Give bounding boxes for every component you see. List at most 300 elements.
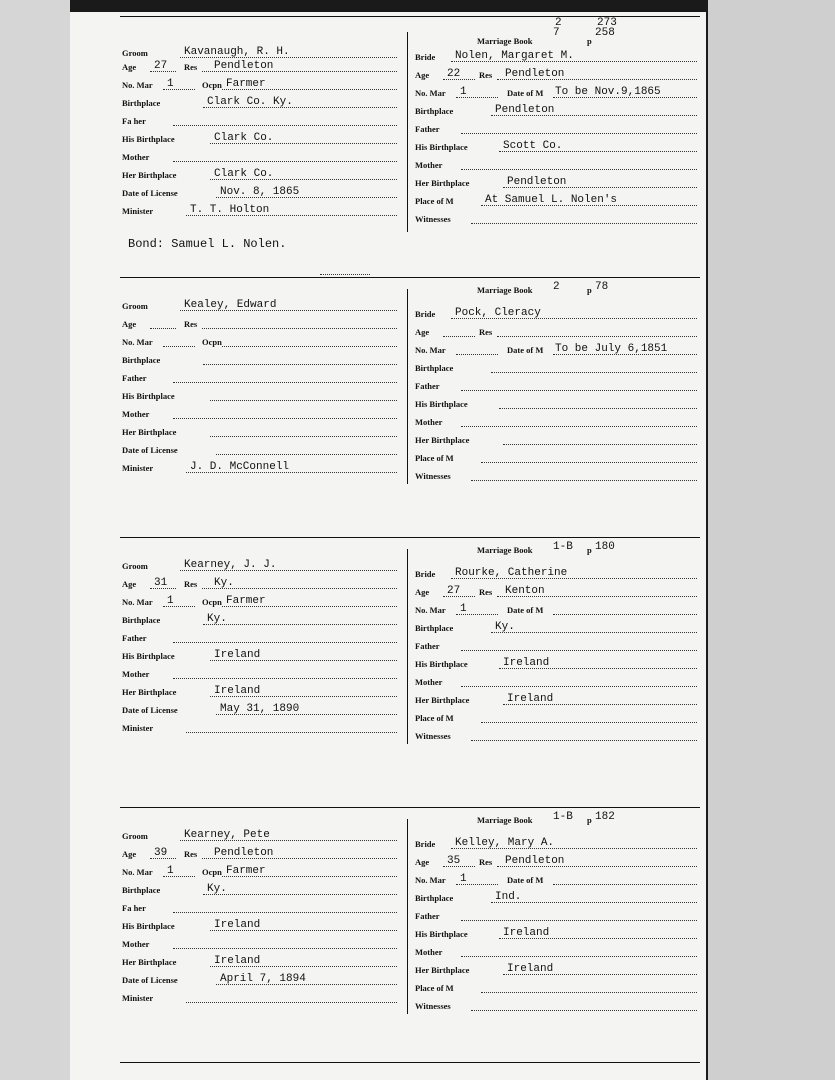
field-row-groom — [122, 297, 452, 313]
ocpn-label: Ocpn — [202, 80, 222, 90]
field-row-groom — [122, 827, 452, 843]
field-row-father — [415, 120, 700, 136]
groom-label: Groom — [122, 831, 148, 841]
father-label: Father — [122, 373, 147, 383]
place-label: Place of M — [415, 983, 454, 993]
date-license-label: Date of License — [122, 188, 178, 198]
field-row-no-mar — [122, 333, 452, 349]
age-value: 39 — [154, 847, 168, 859]
dotted-rule — [491, 632, 697, 633]
field-row-birthplace — [415, 359, 700, 375]
dotted-rule — [503, 444, 697, 445]
field-row-witnesses — [415, 210, 700, 226]
field-row-minister — [122, 719, 452, 735]
date-license-value: Nov. 8, 1865 — [220, 186, 300, 198]
mother-label: Mother — [122, 669, 150, 679]
page-value: 182 — [595, 811, 615, 823]
res-value: Pendleton — [214, 60, 274, 72]
mother-label: Mother — [415, 160, 443, 170]
field-row-father — [122, 112, 452, 128]
field-row-mother — [122, 405, 452, 421]
res-label: Res — [479, 857, 493, 867]
field-row-witnesses — [415, 727, 700, 743]
field-row-place — [415, 192, 700, 208]
res-label: Res — [479, 70, 493, 80]
record-top-rule — [120, 537, 700, 538]
age-value: 27 — [154, 60, 168, 72]
her-birthplace-label: Her Birthplace — [415, 965, 470, 975]
age-label: Age — [415, 587, 430, 597]
age-value: 27 — [447, 585, 461, 597]
dotted-rule — [481, 722, 697, 723]
no-mar-label: No. Mar — [122, 867, 153, 877]
birthplace-value: Ky. — [495, 621, 515, 633]
date-of-marriage-value: To be July 6,1851 — [555, 343, 668, 355]
field-row-his-birthplace — [122, 647, 452, 663]
field-row-minister — [122, 202, 452, 218]
birthplace-label: Birthplace — [122, 885, 161, 895]
dotted-rule — [499, 408, 697, 409]
field-row-age — [415, 66, 700, 82]
minister-label: Minister — [122, 463, 154, 473]
page-label: p — [587, 36, 592, 46]
date-of-marriage-label: Date of M — [507, 605, 544, 615]
ocpn-label: Ocpn — [202, 597, 222, 607]
date-license-value: April 7, 1894 — [220, 973, 306, 985]
date-license-label: Date of License — [122, 975, 178, 985]
field-row-no-mar — [415, 871, 700, 887]
field-row-father — [415, 377, 700, 393]
bride-label: Bride — [415, 839, 436, 849]
age-value: 31 — [154, 577, 168, 589]
his-birthplace-value: Ireland — [214, 919, 261, 931]
dotted-rule — [210, 436, 397, 437]
no-mar-label: No. Mar — [122, 597, 153, 607]
dotted-rule — [202, 328, 397, 329]
field-row-her-birthplace — [415, 961, 700, 977]
marriage-book-value: 1-B — [553, 541, 573, 553]
dotted-rule — [553, 614, 697, 615]
marriage-book-top-value: 2 — [555, 17, 562, 29]
father-label: Father — [415, 381, 440, 391]
mother-label: Mother — [415, 417, 443, 427]
page-label: p — [587, 545, 592, 555]
no-mar-label: No. Mar — [415, 345, 446, 355]
res-label: Res — [184, 319, 198, 329]
bride-value: Rourke, Catherine — [455, 567, 568, 579]
dotted-rule — [173, 642, 397, 643]
marriage-book-label: Marriage Book — [477, 815, 533, 825]
field-row-his-birthplace — [415, 655, 700, 671]
res-label: Res — [184, 849, 198, 859]
groom-label: Groom — [122, 48, 148, 58]
no-mar-value: 1 — [167, 78, 174, 90]
birthplace-value: Ky. — [207, 613, 227, 625]
dotted-rule — [163, 346, 195, 347]
field-row-age — [415, 583, 700, 599]
dotted-rule — [471, 480, 697, 481]
field-row-age — [122, 575, 452, 591]
field-row-age — [122, 845, 452, 861]
dotted-rule — [150, 328, 176, 329]
minister-label: Minister — [122, 723, 154, 733]
no-mar-label: No. Mar — [122, 80, 153, 90]
page-top-value: 273 — [597, 17, 617, 29]
father-label: Father — [415, 911, 440, 921]
marriage-book-value: 7 — [553, 27, 560, 39]
bride-label: Bride — [415, 309, 436, 319]
her-birthplace-value: Ireland — [507, 693, 554, 705]
age-label: Age — [122, 319, 137, 329]
marriage-book-label: Marriage Book — [477, 285, 533, 295]
field-row-age — [415, 323, 700, 339]
record-top-rule — [120, 807, 700, 808]
dotted-rule — [186, 732, 397, 733]
ocpn-value: Farmer — [226, 865, 266, 877]
birthplace-label: Birthplace — [415, 623, 454, 633]
age-value: 35 — [447, 855, 461, 867]
dotted-rule — [461, 169, 697, 170]
his-birthplace-label: His Birthplace — [415, 929, 468, 939]
dotted-rule — [481, 992, 697, 993]
groom-value: Kavanaugh, R. H. — [184, 46, 290, 58]
birthplace-value: Ky. — [207, 883, 227, 895]
ocpn-label: Ocpn — [202, 867, 222, 877]
field-row-date-license — [122, 701, 452, 717]
field-row-her-birthplace — [122, 423, 452, 439]
field-row-bride — [415, 835, 700, 851]
field-row-her-birthplace — [415, 174, 700, 190]
birthplace-label: Birthplace — [415, 893, 454, 903]
bride-label: Bride — [415, 569, 436, 579]
marriage-book-value: 1-B — [553, 811, 573, 823]
field-row-father — [415, 907, 700, 923]
field-row-no-mar — [415, 601, 700, 617]
field-row-his-birthplace — [415, 395, 700, 411]
birthplace-label: Birthplace — [415, 363, 454, 373]
dotted-rule — [173, 418, 397, 419]
witnesses-label: Witnesses — [415, 1001, 451, 1011]
record-top-rule — [120, 277, 700, 278]
dotted-rule — [471, 1010, 697, 1011]
bond-note: Bond: Samuel L. Nolen. — [128, 237, 287, 251]
date-of-marriage-label: Date of M — [507, 875, 544, 885]
her-birthplace-label: Her Birthplace — [122, 427, 177, 437]
field-row-birthplace — [122, 611, 452, 627]
age-label: Age — [415, 327, 430, 337]
place-label: Place of M — [415, 196, 454, 206]
ocpn-value: Farmer — [226, 595, 266, 607]
field-row-witnesses — [415, 467, 700, 483]
bride-value: Nolen, Margaret M. — [455, 50, 574, 62]
field-row-his-birthplace — [415, 138, 700, 154]
dotted-rule — [461, 650, 697, 651]
bride-label: Bride — [415, 52, 436, 62]
field-row-mother — [415, 943, 700, 959]
her-birthplace-label: Her Birthplace — [415, 178, 470, 188]
his-birthplace-label: His Birthplace — [122, 651, 175, 661]
field-row-no-mar — [415, 84, 700, 100]
no-mar-label: No. Mar — [122, 337, 153, 347]
field-row-bride — [415, 565, 700, 581]
field-row-age — [122, 58, 452, 74]
field-row-mother — [122, 148, 452, 164]
field-row-bride — [415, 48, 700, 64]
no-mar-label: No. Mar — [415, 88, 446, 98]
age-label: Age — [415, 70, 430, 80]
dotted-rule — [173, 161, 397, 162]
field-row-birthplace — [415, 619, 700, 635]
field-row-birthplace — [122, 881, 452, 897]
birthplace-value: Pendleton — [495, 104, 555, 116]
field-row-groom — [122, 557, 452, 573]
res-value: Pendleton — [505, 68, 565, 80]
witnesses-label: Witnesses — [415, 731, 451, 741]
no-mar-value: 1 — [460, 86, 467, 98]
marriage-book-value: 2 — [553, 281, 560, 293]
field-row-mother — [415, 673, 700, 689]
minister-label: Minister — [122, 993, 154, 1003]
field-row-birthplace — [415, 889, 700, 905]
her-birthplace-value: Pendleton — [507, 176, 567, 188]
dotted-rule — [216, 454, 397, 455]
field-row-father — [122, 629, 452, 645]
page-value: 258 — [595, 27, 615, 39]
no-mar-label: No. Mar — [415, 875, 446, 885]
field-row-father — [122, 899, 452, 915]
field-row-her-birthplace — [415, 431, 700, 447]
dotted-rule — [173, 912, 397, 913]
birthplace-value: Clark Co. Ky. — [207, 96, 293, 108]
his-birthplace-label: His Birthplace — [122, 921, 175, 931]
place-label: Place of M — [415, 713, 454, 723]
birthplace-label: Birthplace — [122, 355, 161, 365]
separator-rule — [320, 274, 370, 275]
witnesses-label: Witnesses — [415, 214, 451, 224]
page-label: p — [587, 815, 592, 825]
field-row-place — [415, 709, 700, 725]
his-birthplace-value: Ireland — [214, 649, 261, 661]
field-row-birthplace — [122, 351, 452, 367]
field-row-date-license — [122, 971, 452, 987]
dotted-rule — [173, 125, 397, 126]
marriage-record-4 — [70, 811, 706, 1057]
birthplace-value: Ind. — [495, 891, 522, 903]
field-row-his-birthplace — [415, 925, 700, 941]
groom-label: Groom — [122, 301, 148, 311]
no-mar-label: No. Mar — [415, 605, 446, 615]
field-row-place — [415, 979, 700, 995]
field-row-no-mar — [415, 341, 700, 357]
bride-value: Pock, Cleracy — [455, 307, 541, 319]
field-row-father — [415, 637, 700, 653]
dotted-rule — [456, 354, 498, 355]
his-birthplace-value: Ireland — [503, 657, 550, 669]
dotted-rule — [481, 462, 697, 463]
groom-value: Kealey, Edward — [184, 299, 277, 311]
page-bottom-rule — [120, 1062, 700, 1063]
father-label: Father — [122, 633, 147, 643]
scan-margin-left — [0, 0, 70, 1080]
marriage-record-1 — [70, 17, 706, 270]
no-mar-value: 1 — [167, 865, 174, 877]
groom-label: Groom — [122, 561, 148, 571]
field-row-no-mar — [122, 863, 452, 879]
dotted-rule — [471, 740, 697, 741]
age-label: Age — [415, 857, 430, 867]
groom-value: Kearney, Pete — [184, 829, 270, 841]
dotted-rule — [461, 920, 697, 921]
date-of-marriage-label: Date of M — [507, 345, 544, 355]
his-birthplace-value: Clark Co. — [214, 132, 274, 144]
mother-label: Mother — [122, 939, 150, 949]
field-row-birthplace — [122, 94, 452, 110]
dotted-rule — [210, 400, 397, 401]
father-label: Father — [415, 641, 440, 651]
field-row-her-birthplace — [122, 166, 452, 182]
field-row-his-birthplace — [122, 917, 452, 933]
res-value: Pendleton — [214, 847, 274, 859]
field-row-age — [122, 315, 452, 331]
res-value: Kenton — [505, 585, 545, 597]
no-mar-value: 1 — [460, 603, 467, 615]
field-row-no-mar — [122, 76, 452, 92]
dotted-rule — [471, 223, 697, 224]
father-label: Fa her — [122, 903, 146, 913]
marriage-record-3 — [70, 541, 706, 787]
birthplace-label: Birthplace — [122, 615, 161, 625]
field-row-bride — [415, 305, 700, 321]
field-row-date-license — [122, 184, 452, 200]
ocpn-value: Farmer — [226, 78, 266, 90]
bride-value: Kelley, Mary A. — [455, 837, 555, 849]
his-birthplace-label: His Birthplace — [415, 399, 468, 409]
minister-value: J. D. McConnell — [190, 461, 290, 473]
field-row-no-mar — [122, 593, 452, 609]
his-birthplace-label: His Birthplace — [415, 142, 468, 152]
res-label: Res — [479, 587, 493, 597]
marriage-record-2 — [70, 281, 706, 527]
dotted-rule — [491, 902, 697, 903]
field-row-her-birthplace — [122, 683, 452, 699]
dotted-rule — [497, 336, 697, 337]
field-row-his-birthplace — [122, 387, 452, 403]
dotted-rule — [203, 364, 397, 365]
age-value: 22 — [447, 68, 461, 80]
marriage-book-label: Marriage Book — [477, 36, 533, 46]
dotted-rule — [173, 678, 397, 679]
dotted-rule — [461, 956, 697, 957]
age-label: Age — [122, 849, 137, 859]
his-birthplace-value: Scott Co. — [503, 140, 563, 152]
date-of-marriage-value: To be Nov.9,1865 — [555, 86, 661, 98]
witnesses-label: Witnesses — [415, 471, 451, 481]
dotted-rule — [461, 133, 697, 134]
groom-value: Kearney, J. J. — [184, 559, 277, 571]
res-label: Res — [184, 62, 198, 72]
place-value: At Samuel L. Nolen's — [485, 194, 618, 206]
dotted-rule — [491, 372, 697, 373]
field-row-minister — [122, 459, 452, 475]
dotted-rule — [461, 390, 697, 391]
age-label: Age — [122, 579, 137, 589]
minister-label: Minister — [122, 206, 154, 216]
res-value: Pendleton — [505, 855, 565, 867]
father-label: Father — [415, 124, 440, 134]
page-value: 180 — [595, 541, 615, 553]
dotted-rule — [203, 894, 397, 895]
minister-value: T. T. Holton — [190, 204, 270, 216]
mother-label: Mother — [122, 409, 150, 419]
field-row-mother — [415, 156, 700, 172]
record-card-page — [70, 12, 706, 1080]
her-birthplace-label: Her Birthplace — [122, 170, 177, 180]
field-row-mother — [122, 935, 452, 951]
her-birthplace-value: Ireland — [214, 685, 261, 697]
page-value: 78 — [595, 281, 609, 293]
field-row-age — [415, 853, 700, 869]
res-label: Res — [184, 579, 198, 589]
dotted-rule — [443, 336, 475, 337]
dotted-rule — [173, 948, 397, 949]
date-of-marriage-label: Date of M — [507, 88, 544, 98]
field-row-his-birthplace — [122, 130, 452, 146]
her-birthplace-value: Clark Co. — [214, 168, 274, 180]
dotted-rule — [186, 1002, 397, 1003]
date-license-label: Date of License — [122, 445, 178, 455]
his-birthplace-label: His Birthplace — [122, 391, 175, 401]
field-row-her-birthplace — [122, 953, 452, 969]
no-mar-value: 1 — [460, 873, 467, 885]
field-row-father — [122, 369, 452, 385]
her-birthplace-value: Ireland — [214, 955, 261, 967]
date-license-label: Date of License — [122, 705, 178, 715]
field-row-mother — [415, 413, 700, 429]
scan-margin-right — [708, 0, 835, 1080]
her-birthplace-label: Her Birthplace — [415, 435, 470, 445]
dotted-rule — [203, 624, 397, 625]
field-row-place — [415, 449, 700, 465]
marriage-book-label: Marriage Book — [477, 545, 533, 555]
no-mar-value: 1 — [167, 595, 174, 607]
field-row-date-license — [122, 441, 452, 457]
field-row-witnesses — [415, 997, 700, 1013]
res-value: Ky. — [214, 577, 234, 589]
dotted-rule — [553, 884, 697, 885]
mother-label: Mother — [415, 677, 443, 687]
her-birthplace-value: Ireland — [507, 963, 554, 975]
his-birthplace-label: His Birthplace — [415, 659, 468, 669]
her-birthplace-label: Her Birthplace — [122, 957, 177, 967]
his-birthplace-label: His Birthplace — [122, 134, 175, 144]
field-row-her-birthplace — [415, 691, 700, 707]
mother-label: Mother — [122, 152, 150, 162]
field-row-minister — [122, 989, 452, 1005]
place-label: Place of M — [415, 453, 454, 463]
dotted-rule — [461, 426, 697, 427]
field-row-birthplace — [415, 102, 700, 118]
res-label: Res — [479, 327, 493, 337]
her-birthplace-label: Her Birthplace — [122, 687, 177, 697]
date-license-value: May 31, 1890 — [220, 703, 300, 715]
ocpn-label: Ocpn — [202, 337, 222, 347]
father-label: Fa her — [122, 116, 146, 126]
birthplace-label: Birthplace — [415, 106, 454, 116]
her-birthplace-label: Her Birthplace — [415, 695, 470, 705]
dotted-rule — [222, 346, 397, 347]
field-row-mother — [122, 665, 452, 681]
dotted-rule — [461, 686, 697, 687]
